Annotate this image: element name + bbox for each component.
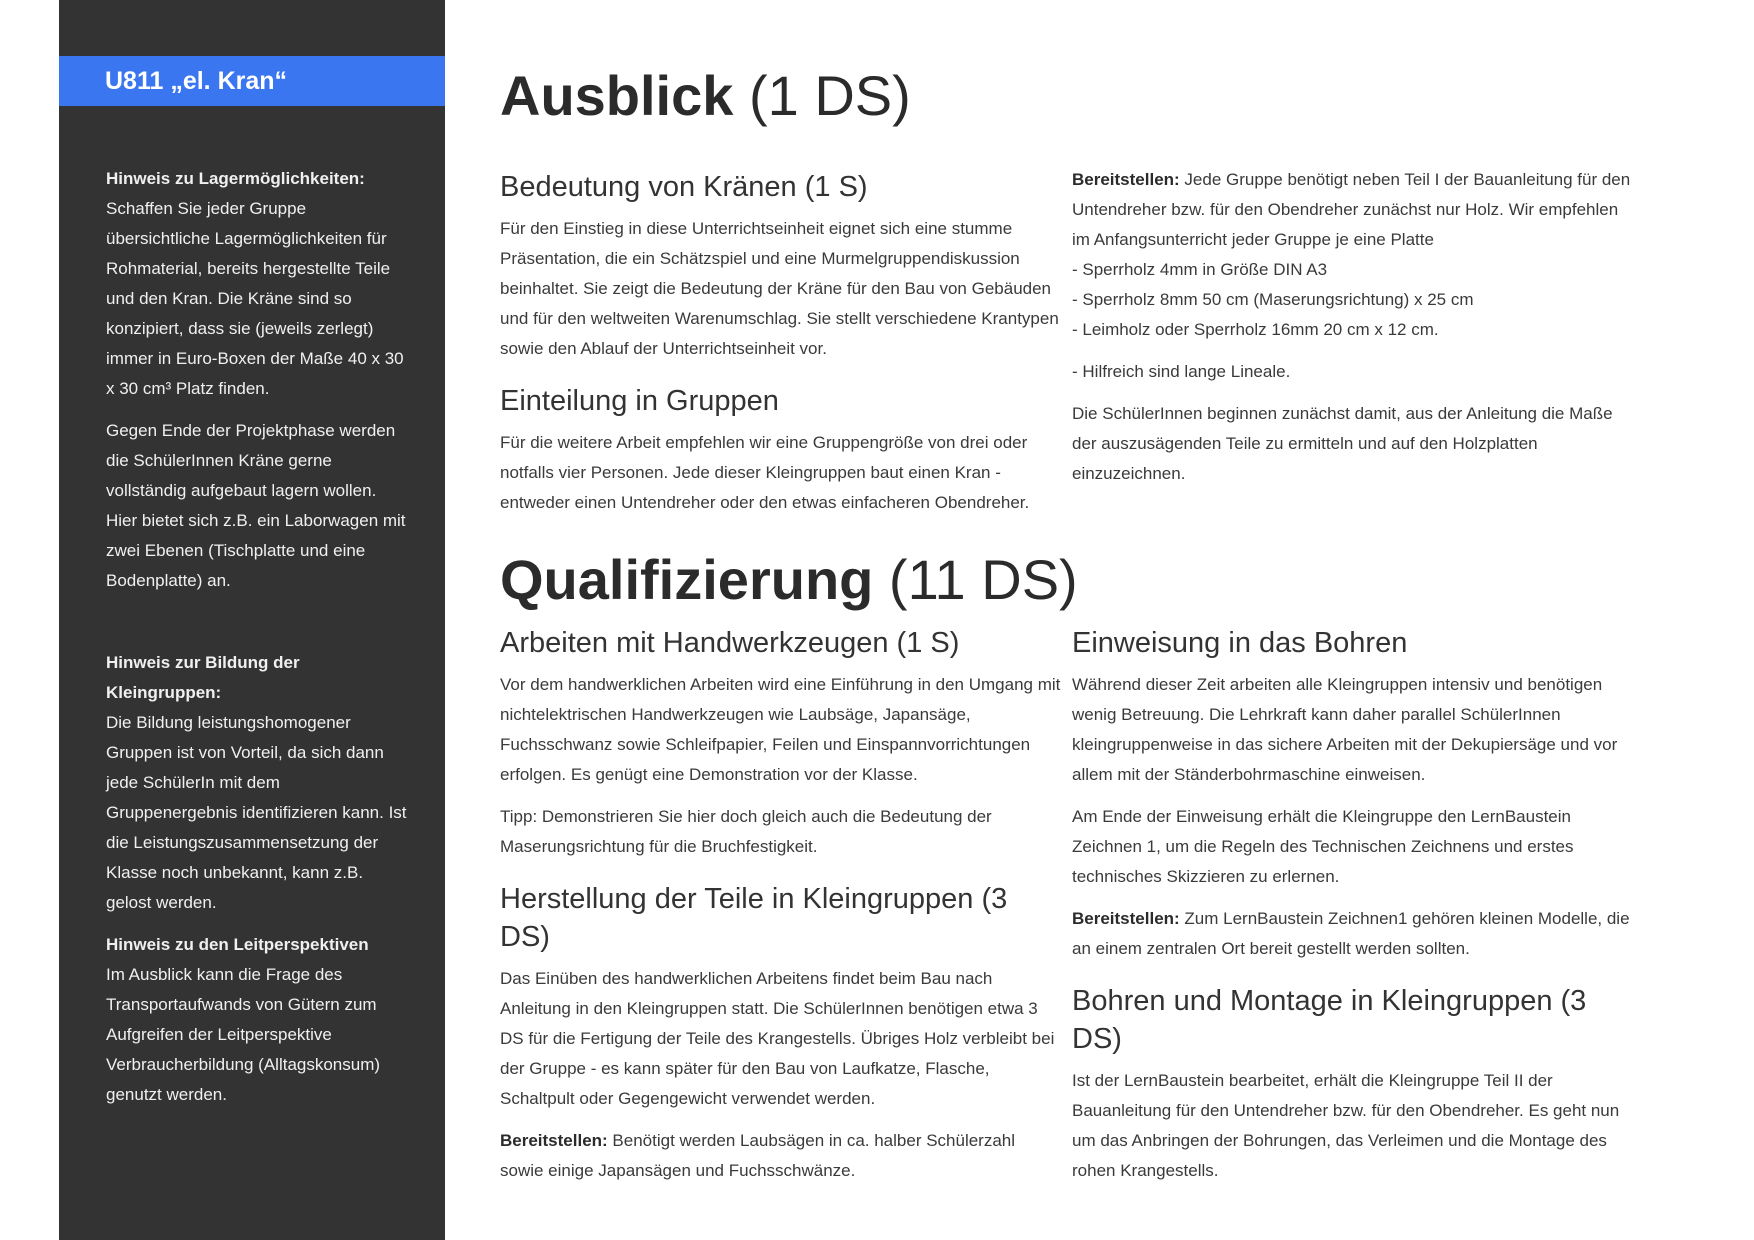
heading-ausblick: Ausblick (1 DS)	[500, 64, 911, 127]
note-title: Hinweis zu Lagermöglichkeiten:	[106, 169, 365, 188]
section-text: Die SchülerInnen beginnen zunächst damit, aus der Anleitung die Maße der auszusägenden Teile zu ermitteln und auf den Holzplatten einzuzeichnen.	[1072, 404, 1613, 483]
section-bereitstellen: Bereitstellen: Jede Gruppe benötigt neben Teil I der Bauanleitung für den Untendreher bzw. für den Obendreher zunächst nur Holz. Wir empfehlen im Anfangsunterricht jeder Gruppe je eine Platte - Sperrholz 4mm in Größe DIN A3 - Sperrholz 8mm 50 cm (Maserungsrichtung) x 25 cm - Leimholz oder Sperrholz 16mm 20 cm x 12 cm. - Hilfreich sind lange Lineale. Die SchülerInnen beginnen zunächst damit, aus der Anleitung die Maße der auszusägenden Teile zu ermitteln und auf den Holzplatten einzuzeichnen.	[1072, 165, 1632, 501]
note-title: Hinweis zur Bildung der Kleingruppen:	[106, 653, 300, 702]
section-bedeutung	[500, 168, 1062, 530]
section-heading: Arbeiten mit Handwerkzeugen (1 S)	[500, 627, 960, 659]
section-heading: Bedeutung von Kränen (1 S)	[500, 171, 868, 203]
note-text: Die Bildung leistungshomogener Gruppen ist von Vorteil, da sich dann jede SchülerIn mit dem Gruppenergebnis identifizieren kann. Ist die Leistungszusammensetzung der Klasse noch unbekannt, kann z.B. gelost werden.	[106, 713, 407, 912]
section-heading: Bohren und Montage in Kleingruppen (3 DS)	[1072, 985, 1587, 1055]
note-title: Hinweis zu den Leitperspektiven	[106, 935, 369, 954]
section-bohren: Einweisung in das Bohren Während dieser Zeit arbeiten alle Kleingruppen intensiv und benötigen wenig Betreuung. Die Lehrkraft kann daher parallel SchülerInnen kleingruppenweise in das sichere Arbeiten mit der Dekupiersäge und vor allem mit der Ständerbohrmaschine einweisen. Am Ende der Einweisung erhält die Kleingruppe den LernBaustein Zeichnen 1, um die Regeln des Technischen Zeichnens und erstes technisches Skizzieren zu erlernen. Bereitstellen: Zum LernBaustein Zeichnen1 gehören kleinen Modelle, die an einem zentralen Ort bereit gestellt werden sollten. Bohren und Montage in Kleingruppen (3 DS) Ist der LernBaustein bearbeitet, erhält die Kleingruppe Teil II der Bauanleitung für den Untendreher bzw. für den Obendreher. Es geht nun um das Anbringen der Bohrungen, das Verleimen und die Montage des rohen Krangestells.	[1072, 624, 1632, 1198]
note-text: Im Ausblick kann die Frage des Transportaufwands von Gütern zum Aufgreifen der Leitperspektive Verbraucherbildung (Alltagskonsum) genutzt werden.	[106, 965, 381, 1104]
section-text: Für die weitere Arbeit empfehlen wir eine Gruppengröße von drei oder notfalls vier Personen. Jede dieser Kleingruppen baut einen Kran - entweder einen Untendreher oder den etwas einfacheren Obendreher.	[500, 433, 1030, 512]
section-heading: Herstellung der Teile in Kleingruppen (3 DS)	[500, 883, 1008, 953]
note-text: Schaffen Sie jeder Gruppe übersichtliche Lagermöglichkeiten für Rohmaterial, bereits hergestellte Teile und den Kran. Die Kräne sind so konzipiert, dass sie (jeweils zerlegt) immer in Euro-Boxen der Maße 40 x 30 x 30 cm³ Platz finden.	[106, 199, 404, 398]
section-text: Vor dem handwerklichen Arbeiten wird eine Einführung in den Umgang mit nichtelektrischen Handwerkzeugen wie Laubsäge, Japansäge, Fuchsschwanz sowie Schleifpapier, Feilen und Einspannvorrichtungen erfolgen. Es genügt eine Demonstration vor der Klasse.	[500, 675, 1061, 784]
section-heading: Einweisung in das Bohren	[1072, 627, 1408, 659]
list-item: - Sperrholz 8mm 50 cm (Maserungsrichtung) x 25 cm	[1072, 290, 1474, 309]
note-text: Gegen Ende der Projektphase werden die SchülerInnen Kräne gerne vollständig aufgebaut lagern wollen. Hier bietet sich z.B. ein Laborwagen mit zwei Ebenen (Tischplatte und eine Bodenplatte) an.	[106, 421, 406, 590]
hint-text: - Hilfreich sind lange Lineale.	[1072, 362, 1291, 381]
list-item: - Leimholz oder Sperrholz 16mm 20 cm x 12 cm.	[1072, 320, 1439, 339]
unit-title: U811 „el. Kran“	[59, 56, 445, 106]
section-heading: Einteilung in Gruppen	[500, 385, 779, 417]
section-text: Ist der LernBaustein bearbeitet, erhält die Kleingruppe Teil II der Bauanleitung für den Untendreher bzw. für den Obendreher. Es geht nun um das Anbringen der Bohrungen, das Verleimen und die Montage des rohen Krangestells.	[1072, 1071, 1620, 1180]
section-text: Während dieser Zeit arbeiten alle Kleingruppen intensiv und benötigen wenig Betreuung. Die Lehrkraft kann daher parallel SchülerInnen kleingruppenweise in das sichere Arbeiten mit der Dekupiersäge und vor allem mit der Ständerbohrmaschine einweisen.	[1072, 675, 1618, 784]
section-text: Das Einüben des handwerklichen Arbeitens findet beim Bau nach Anleitung in den Kleingruppen statt. Die SchülerInnen benötigen etwa 3 DS für die Fertigung der Teile des Krangestells. Übriges Holz verbleibt bei der Gruppe - es kann später für den Bau von Laufkatze, Flasche, Schaltpult oder Gegengewicht verwendet werden.	[500, 969, 1055, 1108]
tip-text: Tipp: Demonstrieren Sie hier doch gleich auch die Bedeutung der Maserungsrichtung für die Bruchfestigkeit.	[500, 807, 992, 856]
list-item: - Sperrholz 4mm in Größe DIN A3	[1072, 260, 1328, 279]
section-text: Für den Einstieg in diese Unterrichtseinheit eignet sich eine stumme Präsentation, die ein Schätzspiel und eine Murmelgruppendiskussion beinhaltet. Sie zeigt die Bedeutung der Kräne für den Bau von Gebäuden und für den weltweiten Warenumschlag. Sie stellt verschiedene Krantypen sowie den Ablauf der Unterrichtseinheit vor.	[500, 219, 1059, 358]
heading-qualifizierung: Qualifizierung (11 DS)	[500, 548, 1078, 611]
section-text: Am Ende der Einweisung erhält die Kleingruppe den LernBaustein Zeichnen 1, um die Regeln des Technischen Zeichnens und erstes technisches Skizzieren zu erlernen.	[1072, 807, 1574, 886]
section-handwerkzeuge: Arbeiten mit Handwerkzeugen (1 S) Vor dem handwerklichen Arbeiten wird eine Einführung in den Umgang mit nichtelektrischen Handwerkzeugen wie Laubsäge, Japansäge, Fuchsschwanz sowie Schleifpapier, Feilen und Einspannvorrichtungen erfolgen. Es genügt eine Demonstration vor der Klasse. Tipp: Demonstrieren Sie hier doch gleich auch die Bedeutung der Maserungsrichtung für die Bruchfestigkeit. Herstellung der Teile in Kleingruppen (3 DS) Das Einüben des handwerklichen Arbeitens findet beim Bau nach Anleitung in den Kleingruppen statt. Die SchülerInnen benötigen etwa 3 DS für die Fertigung der Teile des Krangestells. Übriges Holz verbleibt bei der Gruppe - es kann später für den Bau von Laufkatze, Flasche, Schaltpult oder Gegengewicht verwendet werden. Bereitstellen: Benötigt werden Laubsägen in ca. halber Schülerzahl sowie einige Japansägen und Fuchsschwänze.	[500, 624, 1062, 1198]
